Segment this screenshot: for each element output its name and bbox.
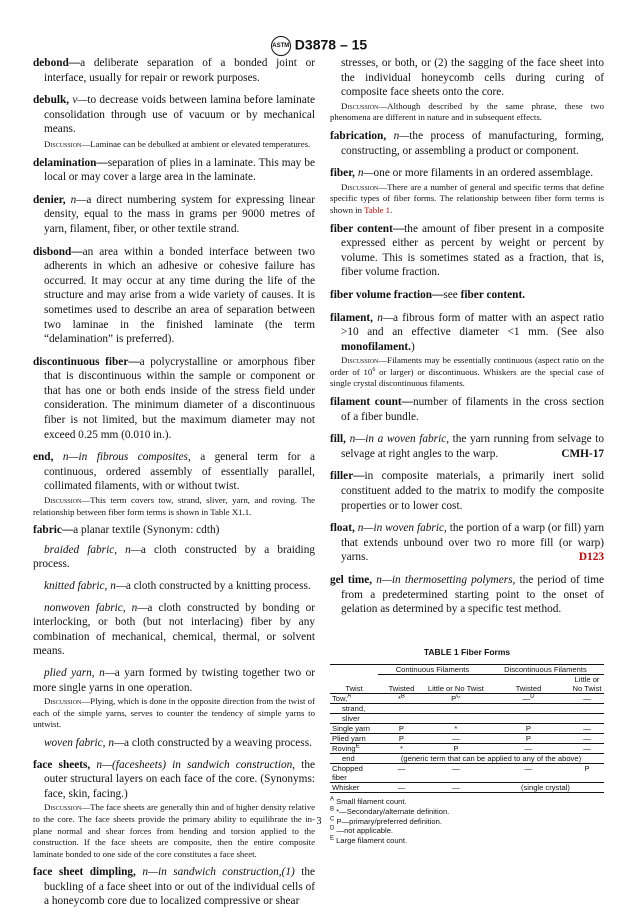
table-row: Single yarn P * P — xyxy=(330,724,604,734)
term-end: end, n—in fibrous composites, a general term for a continuous, ordered assembly of essentially parallel, collimated filaments, with or without twist. xyxy=(33,451,316,493)
footnote: $^E$ Large filament count. xyxy=(330,835,408,845)
term-plied-yarn: plied yarn, n—a yarn formed by twisting together two or more single yarns in one operation. xyxy=(33,666,315,694)
discussion-plied-yarn: Discussion—Plying, which is done in the opposite direction from the twist of each of the simple yarns, serves to counter the tendency of simple yarns to untwist. xyxy=(33,696,315,730)
term-disbond: disbond—an area within a bonded interface between two adherents in which an adhesive or cohesive failure has occurred. It may occur at any time during the life of the structure and may arise from a wide variety of causes. It is sometimes used to describe an area of separation between two laminae in the finished laminate (the term “delamination” is preferred). xyxy=(33,245,315,346)
table-row: end (generic term that can be applied to any of the above) xyxy=(330,754,604,764)
term-gel-time: gel time, n—in thermosetting polymers, the period of time from a predetermined starting point to the onset of gelation as determined by a specific test method. xyxy=(330,574,605,616)
left-column xyxy=(33,56,315,917)
discussion-debulk: Discussion—Laminae can be debulked at ambient or elevated temperatures. xyxy=(44,138,311,149)
table-1-link[interactable]: Table 1 xyxy=(364,204,391,215)
term-fiber: fiber, n—one or more filaments in an ordered assemblage. xyxy=(330,167,594,180)
fiber-forms-table xyxy=(330,664,604,793)
footnote: $^C$ P—primary/preferred definition. xyxy=(330,816,442,826)
term-braided-fabric: braided fabric, n—a cloth constructed by a braiding process. xyxy=(33,543,315,571)
col-little: Little or No Twist xyxy=(427,684,484,694)
term-debulk: debulk, v—to decrease voids between lamina before laminate consolidation through use of vacuum or by mechanical means. xyxy=(33,94,315,136)
discussion-fiber: Discussion—There are a number of general and specific terms that define specific types of fiber forms. The relationship between fiber form terms is shown in Table 1. xyxy=(330,181,604,215)
term-filler: filler—in composite materials, a primarily inert solid constituent added to the matrix to modify the composite properties or to lower cost. xyxy=(330,470,604,512)
dimpling-continued: stresses, or both, or (2) the sagging of the face sheet into the individual honeycomb cells during curing of composite face sheets onto the core. xyxy=(341,57,604,99)
astm-logo-icon: ASTM xyxy=(271,36,291,56)
term-denier: denier, n—a direct numbering system for expressing linear density, equal to the mass in grams per 9000 metres of yarn, filament, fiber, or other textile strand. xyxy=(33,193,315,235)
term-fabric: fabric—a planar textile (Synonym: cdth) xyxy=(33,524,220,537)
footnote: $^A$ Small filament count. xyxy=(330,796,407,807)
discussion-filament: Discussion—Filaments may be essentially continuous (aspect ratio on the order of $10^6$ or larger) or discontinuous. Whiskers are the special case of single crystal discontinuous filaments. xyxy=(330,355,604,389)
term-discontinuous-fiber: discontinuous fiber—a polycrystalline or amorphous fiber that is discontinuous within the sample or component or that has one or both ends inside of the stress field under consideration. The minimum diameter of a discontinuous fiber is not limited, but the maximum diameter may not exceed 0.25 mm (0.010 in.). xyxy=(33,355,315,441)
term-delamination: delamination—separation of plies in a laminate. This may be local or may cover a large area in the laminate. xyxy=(33,156,315,184)
col-little2: Little or No Twist xyxy=(572,675,602,694)
col-twist: Twist xyxy=(345,684,363,694)
term-fabrication: fabrication, n—the process of manufacturing, forming, constructing, or assembling a product or component. xyxy=(330,129,604,157)
term-float: float, n—in woven fabric, the portion of a warp (or fill) yarn that extends unbound over two ro more fill (or warp) yarns. D123 xyxy=(330,522,604,564)
table-row: Chopped fiber — — — P xyxy=(330,764,604,783)
col-twisted: Twisted xyxy=(388,684,415,694)
table-title: TABLE 1 Fiber Forms xyxy=(423,646,511,657)
group-discontinuous: Discontinuous Filaments xyxy=(487,665,604,675)
term-fiber-volume-fraction: fiber volume fraction—see fiber content. xyxy=(330,288,526,301)
table-row: strand, xyxy=(330,704,604,714)
source-tag-d123[interactable]: D123 xyxy=(578,551,604,564)
table-row: Roving$^E$ * P — — xyxy=(330,744,604,754)
term-knitted-fabric: knitted fabric, n—a cloth constructed by a knitting process. xyxy=(44,580,311,592)
term-debond: debond—a deliberate separation of a bonded joint or interface, usually for repair or rework purposes. xyxy=(33,57,315,84)
table-row: Tow,$^A$ *$^B$ $P^C$ —$^D$ — xyxy=(330,694,604,704)
designation: D3878 – 15 xyxy=(294,36,368,53)
page-header xyxy=(0,36,638,56)
discussion-end: Discussion—This term covers tow, strand, sliver, yarn, and roving. The relationship between fiber form terms is shown in Table X1.1. xyxy=(33,495,315,517)
right-column xyxy=(330,56,604,845)
table-row: sliver xyxy=(330,714,604,724)
source-tag-cmh17: CMH-17 xyxy=(561,447,604,460)
term-fill: fill, n—in a woven fabric, the yarn running from selvage to selvage at right angles to the warp. CMH-17 xyxy=(330,433,604,460)
table-row: Plied yarn P — P — xyxy=(330,734,604,744)
term-filament: filament, n—a fibrous form of matter with an aspect ratio >10 and an effective diameter <1 mm. (See also monofilament.) xyxy=(330,311,604,353)
term-face-sheets: face sheets, n—(facesheets) in sandwich construction, the outer structural layers on each face of the core. (Synonyms: face, skin, facing.) xyxy=(33,758,315,800)
footnote: $^B$ *—Secondary/alternate definition. xyxy=(330,806,450,816)
table-row: Whisker — — (single crystal) xyxy=(330,783,604,793)
term-woven-fabric: woven fabric, n—a cloth constructed by a weaving process. xyxy=(44,736,312,749)
page-number: 3 xyxy=(316,816,322,827)
col-twisted2: Twisted xyxy=(515,684,542,694)
term-fiber-content: fiber content—the amount of fiber present in a composite expressed either as percent by weight or percent by volume. This is sometimes stated as a fraction, that is, fiber volume fraction. xyxy=(330,222,604,279)
term-nonwoven-fabric: nonwoven fabric, n—a cloth constructed by bonding or interlocking, or both (but not interlacing) fiber by any combination of mechanical, chemical, thermal, or solvent means. xyxy=(33,601,315,658)
discussion-face-sheets: Discussion—The face sheets are generally thin and of higher density relative to the core. The face sheets provide the primary ability to equilibrate the in-plane normal and shear forces from bending and torsion applied to the construction. If the face sheets are composite, then the entire composite laminate bonded to one side of the core constitutes a face sheet. xyxy=(33,802,315,859)
term-face-sheet-dimpling: face sheet dimpling, n—in sandwich construction,(1) the buckling of a face sheet into or out of the individual cells of a honeycomb core due to localized compressive or shear xyxy=(33,866,315,908)
term-filament-count: filament count—number of filaments in the cross section of a fiber bundle. xyxy=(330,396,604,423)
discussion-dimpling: Discussion—Although described by the same phrase, these two phenomena are different in nature and in subsequent effects. xyxy=(330,100,604,123)
footnote: $^D$ —not applicable. xyxy=(330,825,394,836)
group-continuous: Continuous Filaments xyxy=(378,665,487,675)
